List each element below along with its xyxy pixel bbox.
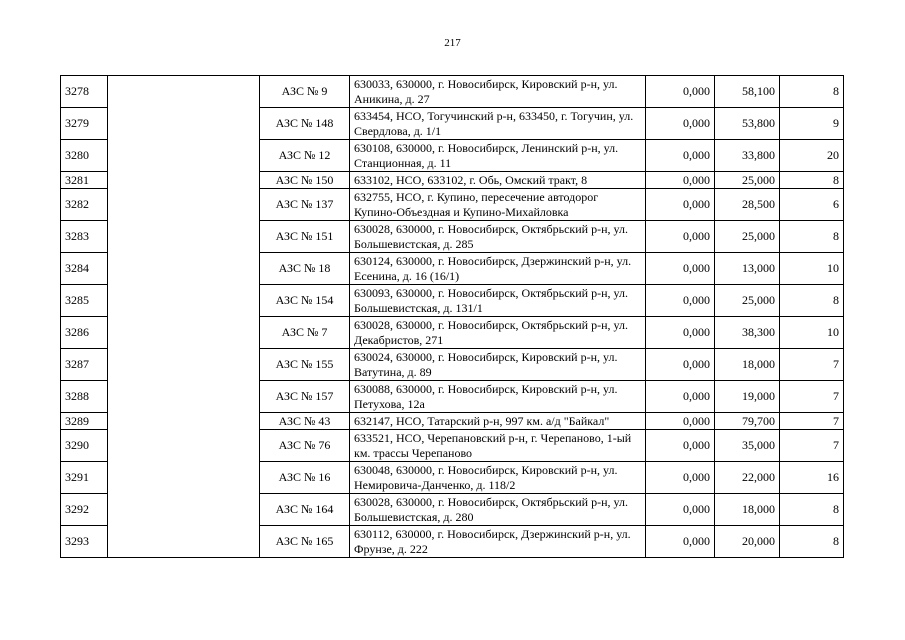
value3-cell: 8 (780, 494, 844, 526)
address-cell: 630112, 630000, г. Новосибирск, Дзержинский р-н, ул. Фрунзе, д. 222 (350, 526, 646, 558)
value1-cell: 0,000 (646, 285, 715, 317)
value2-cell: 38,300 (715, 317, 780, 349)
table-body (61, 76, 844, 558)
address-cell: 630033, 630000, г. Новосибирск, Кировский р-н, ул. Аникина, д. 27 (350, 76, 646, 108)
row-number-cell: 3287 (61, 349, 108, 381)
address-cell: 633521, НСО, Черепановский р-н, г. Черепаново, 1-ый км. трассы Черепаново (350, 430, 646, 462)
address-cell: 632755, НСО, г. Купино, пересечение автодорог Купино-Объездная и Купино-Михайловка (350, 189, 646, 221)
row-number-cell: 3290 (61, 430, 108, 462)
value2-cell: 33,800 (715, 140, 780, 172)
value2-cell: 18,000 (715, 494, 780, 526)
value2-cell: 19,000 (715, 381, 780, 413)
address-cell: 633102, НСО, 633102, г. Обь, Омский тракт, 8 (350, 172, 646, 189)
row-number-cell: 3289 (61, 413, 108, 430)
station-name-cell: АЗС № 150 (260, 172, 350, 189)
address-cell: 630108, 630000, г. Новосибирск, Ленинский р-н, ул. Станционная, д. 11 (350, 140, 646, 172)
station-name-cell: АЗС № 76 (260, 430, 350, 462)
value2-cell: 79,700 (715, 413, 780, 430)
address-cell: 630028, 630000, г. Новосибирск, Октябрьский р-н, ул. Большевистская, д. 285 (350, 221, 646, 253)
row-number-cell: 3280 (61, 140, 108, 172)
row-number-cell: 3284 (61, 253, 108, 285)
value1-cell: 0,000 (646, 108, 715, 140)
value3-cell: 20 (780, 140, 844, 172)
table-row (61, 76, 844, 108)
value1-cell: 0,000 (646, 494, 715, 526)
value2-cell: 18,000 (715, 349, 780, 381)
value1-cell: 0,000 (646, 413, 715, 430)
value2-cell: 53,800 (715, 108, 780, 140)
station-name-cell: АЗС № 12 (260, 140, 350, 172)
owner-cell (108, 76, 260, 558)
value2-cell: 22,000 (715, 462, 780, 494)
row-number-cell: 3278 (61, 76, 108, 108)
value3-cell: 8 (780, 76, 844, 108)
value2-cell: 25,000 (715, 285, 780, 317)
value3-cell: 8 (780, 285, 844, 317)
address-cell: 632147, НСО, Татарский р-н, 997 км. а/д "Байкал" (350, 413, 646, 430)
value3-cell: 7 (780, 413, 844, 430)
address-cell: 630093, 630000, г. Новосибирск, Октябрьский р-н, ул. Большевистская, д. 131/1 (350, 285, 646, 317)
station-name-cell: АЗС № 165 (260, 526, 350, 558)
value3-cell: 7 (780, 430, 844, 462)
value3-cell: 8 (780, 172, 844, 189)
row-number-cell: 3281 (61, 172, 108, 189)
station-name-cell: АЗС № 16 (260, 462, 350, 494)
value3-cell: 16 (780, 462, 844, 494)
row-number-cell: 3288 (61, 381, 108, 413)
value3-cell: 7 (780, 381, 844, 413)
station-name-cell: АЗС № 137 (260, 189, 350, 221)
value1-cell: 0,000 (646, 221, 715, 253)
value1-cell: 0,000 (646, 430, 715, 462)
value3-cell: 9 (780, 108, 844, 140)
row-number-cell: 3283 (61, 221, 108, 253)
row-number-cell: 3282 (61, 189, 108, 221)
value1-cell: 0,000 (646, 526, 715, 558)
address-cell: 630024, 630000, г. Новосибирск, Кировский р-н, ул. Ватутина, д. 89 (350, 349, 646, 381)
value1-cell: 0,000 (646, 462, 715, 494)
value3-cell: 8 (780, 221, 844, 253)
station-name-cell: АЗС № 154 (260, 285, 350, 317)
address-cell: 630048, 630000, г. Новосибирск, Кировский р-н, ул. Немировича-Данченко, д. 118/2 (350, 462, 646, 494)
station-name-cell: АЗС № 43 (260, 413, 350, 430)
value1-cell: 0,000 (646, 76, 715, 108)
station-name-cell: АЗС № 155 (260, 349, 350, 381)
value1-cell: 0,000 (646, 253, 715, 285)
value3-cell: 7 (780, 349, 844, 381)
row-number-cell: 3286 (61, 317, 108, 349)
row-number-cell: 3293 (61, 526, 108, 558)
row-number-cell: 3292 (61, 494, 108, 526)
station-name-cell: АЗС № 18 (260, 253, 350, 285)
value2-cell: 20,000 (715, 526, 780, 558)
address-cell: 630088, 630000, г. Новосибирск, Кировский р-н, ул. Петухова, 12а (350, 381, 646, 413)
station-name-cell: АЗС № 148 (260, 108, 350, 140)
row-number-cell: 3279 (61, 108, 108, 140)
station-name-cell: АЗС № 164 (260, 494, 350, 526)
value2-cell: 58,100 (715, 76, 780, 108)
value2-cell: 28,500 (715, 189, 780, 221)
value1-cell: 0,000 (646, 381, 715, 413)
value1-cell: 0,000 (646, 317, 715, 349)
address-cell: 633454, НСО, Тогучинский р-н, 633450, г. Тогучин, ул. Свердлова, д. 1/1 (350, 108, 646, 140)
registry-table (60, 75, 844, 558)
station-name-cell: АЗС № 7 (260, 317, 350, 349)
row-number-cell: 3291 (61, 462, 108, 494)
value2-cell: 25,000 (715, 172, 780, 189)
address-cell: 630028, 630000, г. Новосибирск, Октябрьский р-н, ул. Большевистская, д. 280 (350, 494, 646, 526)
row-number-cell: 3285 (61, 285, 108, 317)
value2-cell: 25,000 (715, 221, 780, 253)
value1-cell: 0,000 (646, 172, 715, 189)
value1-cell: 0,000 (646, 189, 715, 221)
value3-cell: 10 (780, 317, 844, 349)
station-name-cell: АЗС № 157 (260, 381, 350, 413)
page-number: 217 (444, 37, 461, 49)
value3-cell: 10 (780, 253, 844, 285)
station-name-cell: АЗС № 9 (260, 76, 350, 108)
value2-cell: 35,000 (715, 430, 780, 462)
value3-cell: 6 (780, 189, 844, 221)
value3-cell: 8 (780, 526, 844, 558)
station-name-cell: АЗС № 151 (260, 221, 350, 253)
value2-cell: 13,000 (715, 253, 780, 285)
address-cell: 630028, 630000, г. Новосибирск, Октябрьский р-н, ул. Декабристов, 271 (350, 317, 646, 349)
address-cell: 630124, 630000, г. Новосибирск, Дзержинский р-н, ул. Есенина, д. 16 (16/1) (350, 253, 646, 285)
value1-cell: 0,000 (646, 140, 715, 172)
value1-cell: 0,000 (646, 349, 715, 381)
